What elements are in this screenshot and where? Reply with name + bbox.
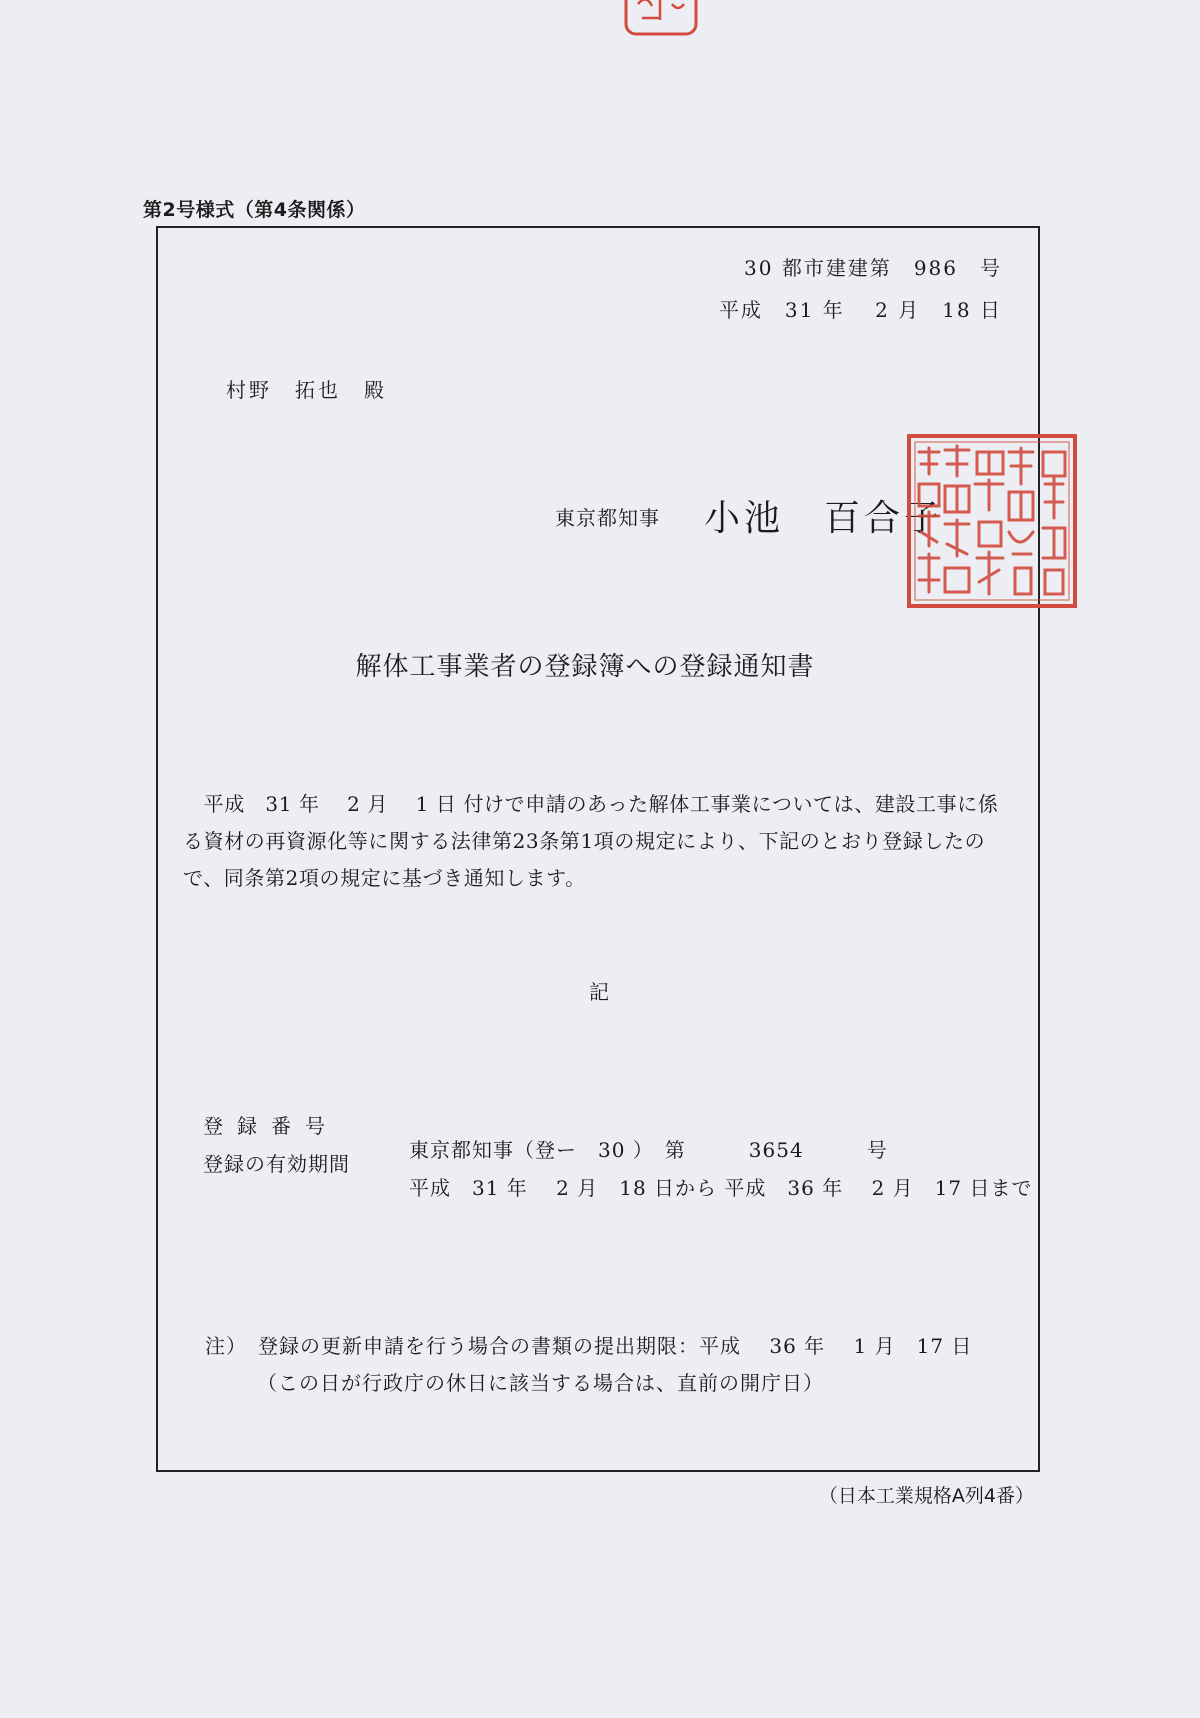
document-title: 解体工事業者の登録簿への登録通知書 <box>355 652 815 682</box>
validity-period-label: 登録の有効期間 <box>203 1152 350 1176</box>
issuer-title: 東京都知事 <box>555 506 660 530</box>
form-label: 第2号様式（第4条関係） <box>143 199 366 221</box>
paper-size-note: （日本工業規格A列4番） <box>818 1485 1034 1507</box>
registration-number-value: 東京都知事（登ー 30 ） 第 3654 号 <box>409 1138 888 1162</box>
renewal-note: 注） 登録の更新申請を行う場合の書類の提出期限：平成 36 年 1 月 17 日 <box>205 1334 973 1358</box>
ki-marker: 記 <box>589 980 609 1004</box>
registration-number-label: 登録番号 <box>203 1114 339 1138</box>
partial-seal-stamp <box>622 0 700 38</box>
issuer-name: 小池 百合子 <box>704 498 945 539</box>
reference-number: 30 都市建建第 986 号 <box>744 256 1002 280</box>
issue-date: 平成 31 年 2 月 18 日 <box>718 298 1002 322</box>
body-paragraph: 平成 31 年 2 月 1 日 付けで申請のあった解体工事業については、建設工事に係る資材の再資源化等に関する法律第23条第1項の規定により、下記のとおり登録したので、同条第2項の規定に基づき通知します。 <box>183 792 999 890</box>
validity-period-value: 平成 31 年 2 月 18 日から 平成 36 年 2 月 17 日まで <box>409 1176 1033 1200</box>
governor-official-seal <box>905 432 1079 610</box>
body-paragraph-block <box>183 786 999 897</box>
addressee: 村野 拓也 殿 <box>226 378 387 402</box>
renewal-note-sub: （この日が行政庁の休日に該当する場合は、直前の開庁日） <box>257 1371 824 1395</box>
